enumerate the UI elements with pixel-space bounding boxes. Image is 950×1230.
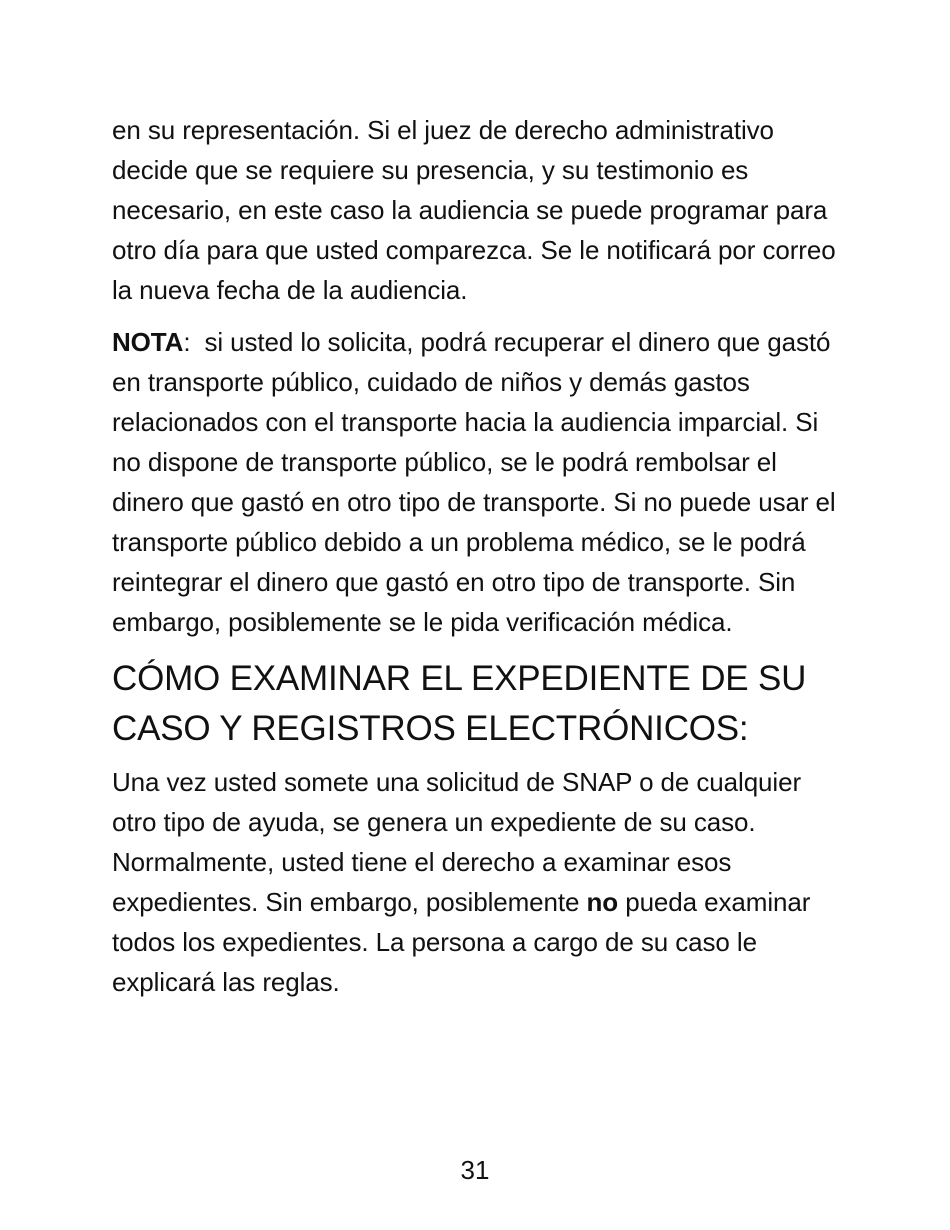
section-body-paragraph (112, 762, 847, 1002)
note-label: NOTA (112, 327, 184, 357)
section-body-part-2: pueda examinar todos los expedientes. La persona a cargo de su caso le explicará las reglas. (112, 887, 811, 997)
note-text: si usted lo solicita, podrá recuperar el dinero que gastó en transporte público, cuidado de niños y demás gastos relacionados con el transporte hacia la audiencia imparcial. Si no dispone de transporte público, se le podrá rembolsar el dinero que gastó en otro tipo de transporte. Si no puede usar el transporte público debido a un problema médico, se le podrá reintegrar el dinero que gastó en otro tipo de transporte. Sin embargo, posiblemente se le pida verificación médica. (112, 327, 836, 637)
page-number: 31 (460, 1155, 490, 1185)
section-body-bold: no (586, 887, 619, 917)
paragraph-hearing-continuation: en su representación. Si el juez de derecho administrativo decide que se requiere su presencia, y su testimonio es necesario, en este caso la audiencia se puede programar para otro día para que usted comparezca. Se le notificará por correo la nueva fecha de la audiencia. (112, 115, 836, 305)
note-colon: : (183, 327, 191, 357)
section-body-part-1: Una vez usted somete una solicitud de SNAP o de cualquier otro tipo de ayuda, se genera un expediente de su caso. Normalmente, usted tiene el derecho a examinar esos expedientes. Sin embargo, posiblemente (112, 767, 802, 917)
note-paragraph (112, 322, 847, 642)
section-heading: CÓMO EXAMINAR EL EXPEDIENTE DE SU CASO Y REGISTROS ELECTRÓNICOS: (112, 659, 807, 748)
page-content (112, 110, 847, 1014)
